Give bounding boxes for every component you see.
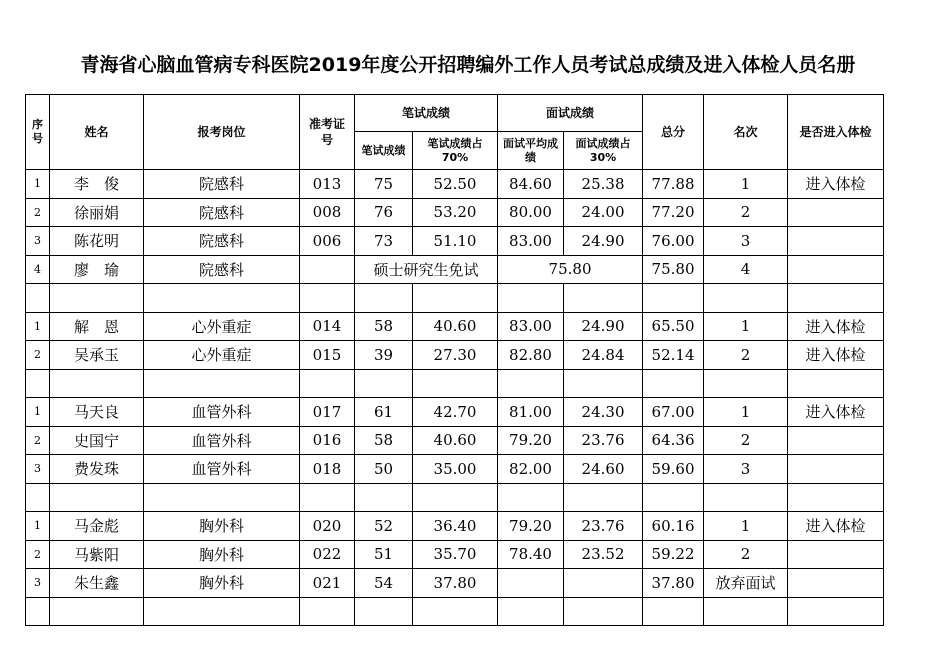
table-row [26,312,884,341]
header-rank: 名次 [704,95,788,170]
cell-interview-pct: 23.76 [564,512,643,541]
table-row [26,170,884,199]
cell-rank: 1 [704,312,788,341]
cell-name: 徐丽娟 [50,198,144,227]
empty-cell [50,597,144,626]
header-seq: 序号 [26,95,50,170]
empty-cell [498,284,564,313]
cell-ticket: 014 [300,312,355,341]
cell-interview-pct: 24.30 [564,398,643,427]
cell-interview-pct: 24.84 [564,341,643,370]
cell-written-pct: 52.50 [413,170,498,199]
cell-seq: 4 [26,255,50,284]
cell-exam [788,198,884,227]
cell-rank: 放弃面试 [704,569,788,598]
cell-written: 54 [355,569,413,598]
cell-written: 51 [355,540,413,569]
cell-total: 75.80 [643,255,704,284]
cell-total: 77.88 [643,170,704,199]
cell-ticket: 013 [300,170,355,199]
cell-name: 马天良 [50,398,144,427]
empty-cell [704,597,788,626]
cell-total: 76.00 [643,227,704,256]
empty-cell [788,284,884,313]
cell-seq: 1 [26,312,50,341]
empty-cell [300,483,355,512]
cell-rank: 2 [704,198,788,227]
table-row [26,341,884,370]
cell-position: 院感科 [144,198,300,227]
empty-cell [788,369,884,398]
cell-rank: 2 [704,426,788,455]
cell-exam [788,227,884,256]
table-row [26,512,884,541]
cell-written: 39 [355,341,413,370]
results-table [25,94,884,626]
cell-written-pct: 37.80 [413,569,498,598]
blank-row [26,369,884,398]
empty-cell [704,369,788,398]
cell-interview-pct: 24.90 [564,312,643,341]
cell-total: 65.50 [643,312,704,341]
cell-written-pct: 36.40 [413,512,498,541]
blank-row [26,597,884,626]
cell-total: 37.80 [643,569,704,598]
table-row [26,398,884,427]
cell-interview-pct: 24.60 [564,455,643,484]
empty-cell [355,369,413,398]
cell-interview-pct: 23.76 [564,426,643,455]
cell-name: 马紫阳 [50,540,144,569]
empty-cell [413,483,498,512]
header-interview-pct: 面试成绩占30% [564,132,643,170]
cell-interview: 80.00 [498,198,564,227]
cell-ticket: 008 [300,198,355,227]
empty-cell [300,597,355,626]
empty-cell [643,483,704,512]
cell-written-pct: 53.20 [413,198,498,227]
empty-cell [413,284,498,313]
cell-seq: 2 [26,198,50,227]
cell-interview-pct: 24.00 [564,198,643,227]
cell-interview: 83.00 [498,227,564,256]
cell-name: 陈花明 [50,227,144,256]
cell-position: 胸外科 [144,540,300,569]
cell-seq: 2 [26,540,50,569]
header-written-pct: 笔试成绩占70% [413,132,498,170]
empty-cell [564,597,643,626]
empty-cell [300,284,355,313]
cell-position: 胸外科 [144,512,300,541]
results-body [26,170,884,626]
cell-seq: 1 [26,398,50,427]
cell-position: 院感科 [144,255,300,284]
empty-cell [144,597,300,626]
empty-cell [704,483,788,512]
cell-interview: 82.00 [498,455,564,484]
cell-name: 朱生鑫 [50,569,144,598]
cell-written: 58 [355,312,413,341]
header-interview-avg: 面试平均成绩 [498,132,564,170]
cell-total: 67.00 [643,398,704,427]
cell-position: 血管外科 [144,426,300,455]
empty-cell [300,369,355,398]
cell-seq: 2 [26,426,50,455]
cell-interview-pct: 24.90 [564,227,643,256]
empty-cell [498,369,564,398]
cell-name: 史国宁 [50,426,144,455]
empty-cell [788,597,884,626]
cell-written-pct: 27.30 [413,341,498,370]
header-written-group: 笔试成绩 [355,95,498,132]
cell-rank: 1 [704,170,788,199]
empty-cell [26,483,50,512]
header-ticket: 准考证号 [300,95,355,170]
cell-name: 费发珠 [50,455,144,484]
cell-total: 59.22 [643,540,704,569]
cell-ticket: 006 [300,227,355,256]
cell-name: 吴承玉 [50,341,144,370]
empty-cell [643,597,704,626]
cell-exam [788,255,884,284]
cell-position: 院感科 [144,170,300,199]
cell-total: 59.60 [643,455,704,484]
empty-cell [413,597,498,626]
empty-cell [498,597,564,626]
cell-rank: 3 [704,227,788,256]
header-interview-group: 面试成绩 [498,95,643,132]
cell-position: 胸外科 [144,569,300,598]
cell-name: 马金彪 [50,512,144,541]
cell-position: 血管外科 [144,455,300,484]
empty-cell [643,284,704,313]
cell-position: 院感科 [144,227,300,256]
cell-rank: 1 [704,398,788,427]
cell-interview [498,569,564,598]
cell-written: 61 [355,398,413,427]
cell-interview: 79.20 [498,512,564,541]
empty-cell [413,369,498,398]
empty-cell [26,369,50,398]
cell-interview: 82.80 [498,341,564,370]
cell-position: 心外重症 [144,312,300,341]
cell-rank: 2 [704,540,788,569]
cell-written-pct: 51.10 [413,227,498,256]
cell-exam [788,426,884,455]
cell-total: 60.16 [643,512,704,541]
cell-ticket: 020 [300,512,355,541]
empty-cell [564,369,643,398]
header-total: 总分 [643,95,704,170]
cell-exam: 进入体检 [788,398,884,427]
cell-interview: 84.60 [498,170,564,199]
document-title: 青海省心脑血管病专科医院2019年度公开招聘编外工作人员考试总成绩及进入体检人员名册 [80,54,856,76]
cell-seq: 3 [26,455,50,484]
cell-exam [788,455,884,484]
empty-cell [355,284,413,313]
cell-ticket: 016 [300,426,355,455]
empty-cell [355,597,413,626]
cell-name: 廖 瑜 [50,255,144,284]
cell-seq: 1 [26,170,50,199]
cell-total: 52.14 [643,341,704,370]
header-exam: 是否进入体检 [788,95,884,170]
cell-ticket: 022 [300,540,355,569]
empty-cell [50,483,144,512]
empty-cell [564,483,643,512]
blank-row [26,483,884,512]
cell-exempt-note: 硕士研究生免试 [355,255,498,284]
cell-interview: 83.00 [498,312,564,341]
empty-cell [26,284,50,313]
cell-total: 77.20 [643,198,704,227]
cell-written: 58 [355,426,413,455]
empty-cell [498,483,564,512]
cell-ticket: 018 [300,455,355,484]
empty-cell [50,369,144,398]
cell-written-pct: 40.60 [413,312,498,341]
table-row [26,455,884,484]
cell-rank: 2 [704,341,788,370]
empty-cell [50,284,144,313]
cell-name: 李 俊 [50,170,144,199]
cell-written-pct: 42.70 [413,398,498,427]
empty-cell [564,284,643,313]
empty-cell [26,597,50,626]
cell-exam: 进入体检 [788,312,884,341]
cell-written: 75 [355,170,413,199]
table-row [26,227,884,256]
header-position: 报考岗位 [144,95,300,170]
cell-total: 64.36 [643,426,704,455]
cell-ticket [300,255,355,284]
cell-written: 73 [355,227,413,256]
cell-seq: 2 [26,341,50,370]
table-row [26,255,884,284]
empty-cell [355,483,413,512]
cell-ticket: 021 [300,569,355,598]
cell-interview: 79.20 [498,426,564,455]
empty-cell [144,369,300,398]
cell-seq: 3 [26,569,50,598]
blank-row [26,284,884,313]
cell-rank: 4 [704,255,788,284]
table-row [26,569,884,598]
cell-position: 心外重症 [144,341,300,370]
empty-cell [788,483,884,512]
cell-exam: 进入体检 [788,170,884,199]
empty-cell [144,284,300,313]
table-row [26,426,884,455]
cell-exam [788,569,884,598]
cell-exam [788,540,884,569]
cell-written-pct: 40.60 [413,426,498,455]
cell-name: 解 恩 [50,312,144,341]
cell-written: 76 [355,198,413,227]
header-name: 姓名 [50,95,144,170]
cell-interview-pct: 25.38 [564,170,643,199]
cell-written-pct: 35.70 [413,540,498,569]
cell-position: 血管外科 [144,398,300,427]
table-row [26,198,884,227]
table-row [26,540,884,569]
empty-cell [144,483,300,512]
cell-interview: 78.40 [498,540,564,569]
header-written-score: 笔试成绩 [355,132,413,170]
cell-written-pct: 35.00 [413,455,498,484]
empty-cell [643,369,704,398]
cell-exempt-score: 75.80 [498,255,643,284]
cell-rank: 1 [704,512,788,541]
cell-interview-pct: 23.52 [564,540,643,569]
empty-cell [704,284,788,313]
cell-seq: 1 [26,512,50,541]
cell-exam: 进入体检 [788,341,884,370]
cell-ticket: 017 [300,398,355,427]
cell-interview: 81.00 [498,398,564,427]
cell-interview-pct [564,569,643,598]
cell-exam: 进入体检 [788,512,884,541]
cell-written: 52 [355,512,413,541]
cell-rank: 3 [704,455,788,484]
cell-written: 50 [355,455,413,484]
cell-seq: 3 [26,227,50,256]
cell-ticket: 015 [300,341,355,370]
